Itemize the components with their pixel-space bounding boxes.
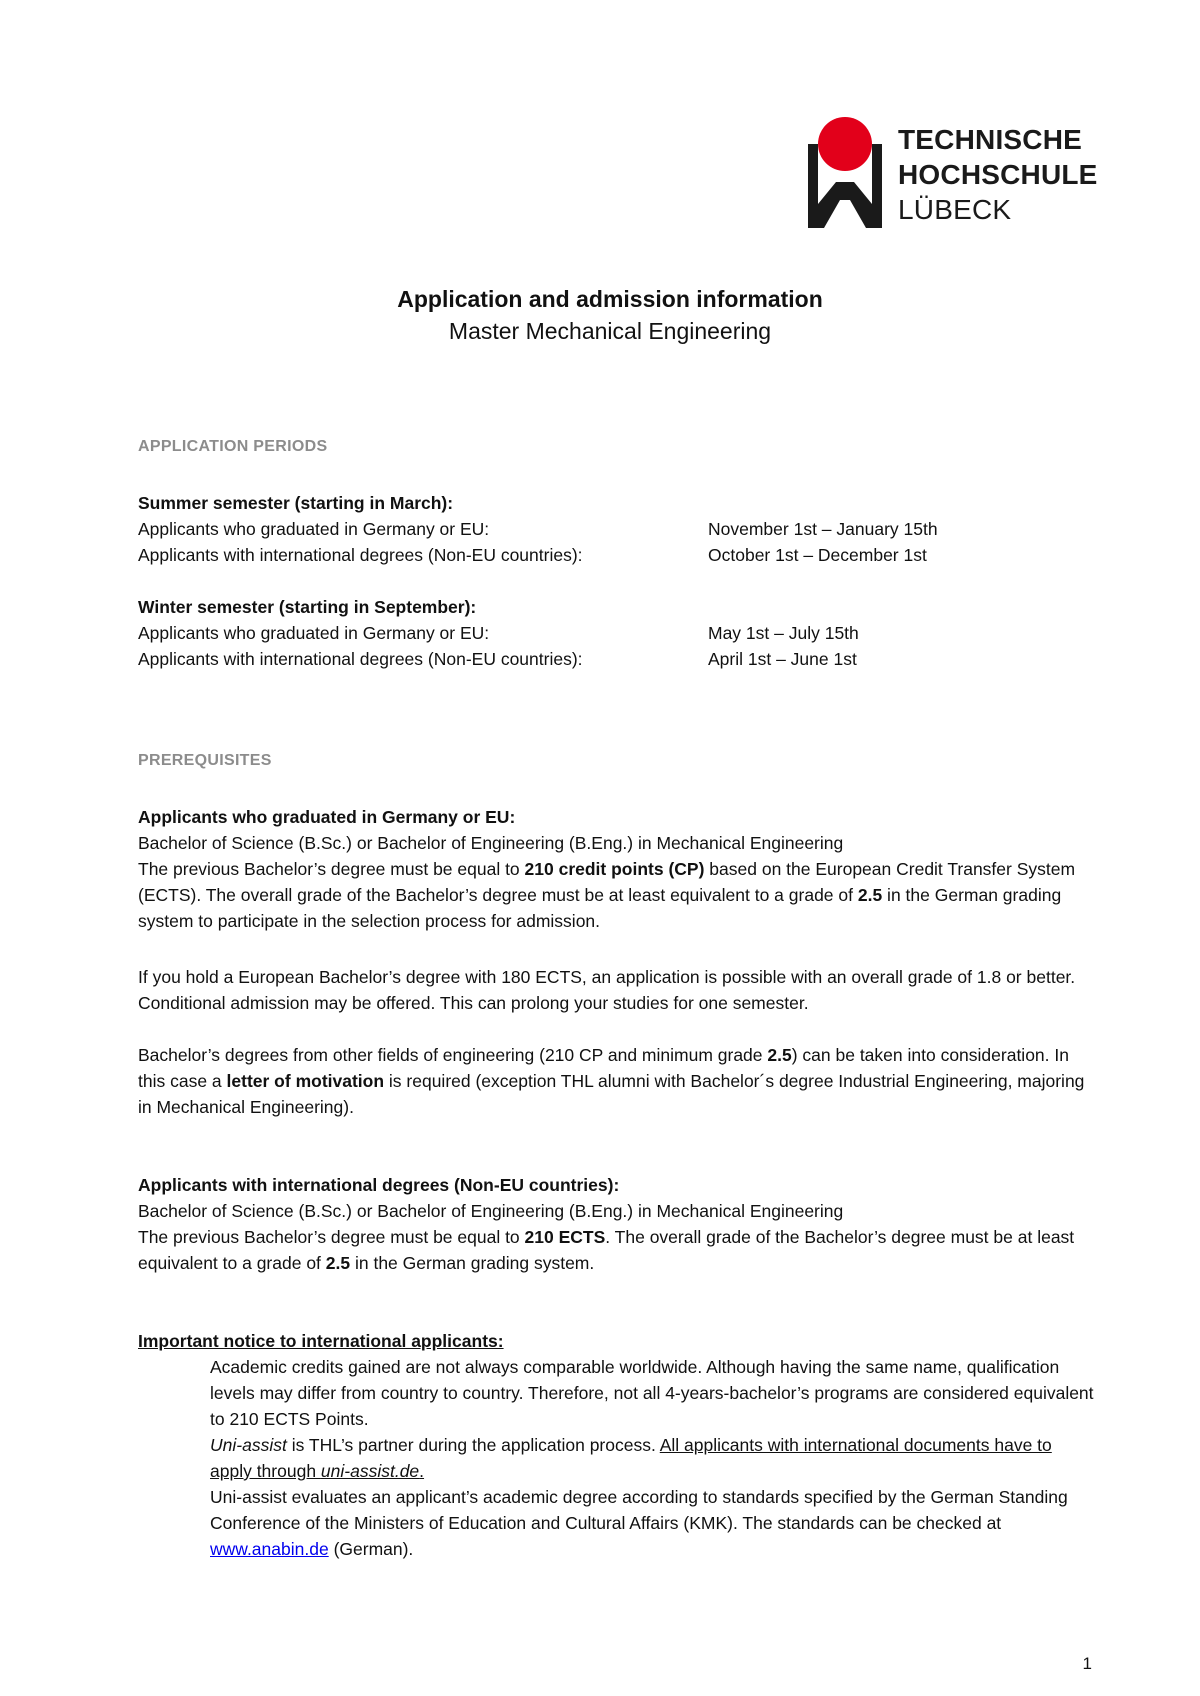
prereq-eu-title: Applicants who graduated in Germany or EU: [138, 807, 516, 827]
ects-emphasis: 210 ECTS [524, 1227, 606, 1247]
notice-paragraph-1: Academic credits gained are not always comparable worldwide. Although having the same name, qualification levels may differ from country to country. Therefore, not all 4-years-bachelor’s programs are considered equivalent to 210 ECTS Points. [210, 1357, 1094, 1429]
text-span: ) can be taken into consideration. In this case a [138, 1045, 1069, 1091]
summer-row-eu [138, 516, 1098, 542]
summer-title: Summer semester (starting in March): [138, 493, 454, 513]
logo-emblem-icon [806, 116, 884, 228]
prereq-eu-paragraph-2: If you hold a European Bachelor’s degree with 180 ECTS, an application is possible with an overall grade of 1.8 or better. Conditional admission may be offered. This can prolong your studies for one semester. [138, 967, 1076, 1013]
text-span: All applicants with international documents have to apply through [210, 1435, 1052, 1481]
prereq-eu-block [138, 804, 1098, 934]
letter-of-motivation-emphasis: letter of motivation [226, 1071, 385, 1091]
prereq-intl-degree: Bachelor of Science (B.Sc.) or Bachelor of Engineering (B.Eng.) in Mechanical Engineering [138, 1201, 844, 1221]
summer-row-intl-value: October 1st – December 1st [708, 545, 927, 565]
notice-paragraph-3 [138, 1484, 1098, 1562]
text-span: Uni-assist evaluates an applicant’s academic degree according to standards specified by the German Standing Conference of the Ministers of Education and Cultural Affairs (KMK). The standards can be checked at [210, 1487, 1068, 1533]
winter-row-eu [138, 620, 1098, 646]
prereq-eu-degree: Bachelor of Science (B.Sc.) or Bachelor of Engineering (B.Eng.) in Mechanical Engineering [138, 833, 844, 853]
logo-wordmark [898, 122, 1098, 227]
logo-line-1: TECHNISCHE [898, 124, 1083, 155]
text-span: is required (exception THL alumni with Bachelor´s degree Industrial Engineering, majoring in Mechanical Engineering). [138, 1071, 1085, 1117]
winter-semester-block [138, 594, 1098, 672]
prereq-heading: PREREQUISITES [138, 752, 272, 769]
winter-row-eu-label: Applicants who graduated in Germany or EU: [138, 623, 490, 643]
page-number: 1 [1082, 1654, 1092, 1673]
page-subtitle: Master Mechanical Engineering [448, 318, 772, 344]
text-span: Bachelor’s degrees from other fields of engineering (210 CP and minimum grade [138, 1045, 768, 1065]
title-block [0, 284, 1200, 348]
winter-row-eu-value: May 1st – July 15th [708, 623, 859, 643]
periods-heading: APPLICATION PERIODS [138, 438, 328, 455]
anabin-link[interactable]: www.anabin.de [210, 1539, 329, 1559]
logo-line-2: HOCHSCHULE [898, 159, 1098, 190]
uni-assist-italic: Uni-assist [210, 1435, 287, 1455]
university-logo [806, 116, 1106, 228]
summer-row-intl-label: Applicants with international degrees (Non-EU countries): [138, 545, 583, 565]
summer-row-intl [138, 542, 1098, 568]
text-span: (German). [328, 1539, 414, 1559]
uni-assist-domain: uni-assist.de [320, 1461, 420, 1481]
notice-paragraph-2 [138, 1432, 1098, 1484]
text-span: . The overall grade of the Bachelor’s degree must be at least equivalent to a grade of [138, 1227, 1075, 1273]
text-span: in the German grading system. [350, 1253, 595, 1273]
winter-title: Winter semester (starting in September): [138, 597, 477, 617]
winter-row-intl-label: Applicants with international degrees (Non-EU countries): [138, 649, 583, 669]
summer-row-eu-value: November 1st – January 15th [708, 519, 938, 539]
winter-row-intl-value: April 1st – June 1st [708, 649, 857, 669]
text-span: The previous Bachelor’s degree must be equal to [138, 859, 525, 879]
prereq-eu-paragraph-3 [138, 1042, 1098, 1120]
prereq-intl-block [138, 1172, 1098, 1276]
grade-emphasis: 2.5 [857, 885, 883, 905]
text-span: The previous Bachelor’s degree must be equal to [138, 1227, 525, 1247]
grade-emphasis: 2.5 [325, 1253, 351, 1273]
text-span: . [419, 1461, 425, 1481]
notice-block [138, 1328, 1098, 1562]
prereq-eu-paragraph-1 [138, 856, 1098, 934]
text-span: is THL’s partner during the application process. [286, 1435, 660, 1455]
logo-line-3: LÜBECK [898, 194, 1012, 225]
summer-semester-block [138, 490, 1098, 568]
credit-points-emphasis: 210 credit points (CP) [524, 859, 705, 879]
prereq-intl-title: Applicants with international degrees (Non-EU countries): [138, 1175, 620, 1195]
page-title: Application and admission information [397, 286, 823, 312]
grade-emphasis: 2.5 [767, 1045, 792, 1065]
winter-row-intl [138, 646, 1098, 672]
summer-row-eu-label: Applicants who graduated in Germany or EU: [138, 519, 490, 539]
text-span: based on the European Credit Transfer System (ECTS). The overall grade of the Bachelor’s degree must be at least equivalent to a grade of [138, 859, 1076, 905]
text-span: in the German grading system to participate in the selection process for admission. [138, 885, 1062, 931]
notice-title: Important notice to international applicants: [138, 1331, 504, 1351]
prereq-intl-paragraph-1 [138, 1224, 1098, 1276]
